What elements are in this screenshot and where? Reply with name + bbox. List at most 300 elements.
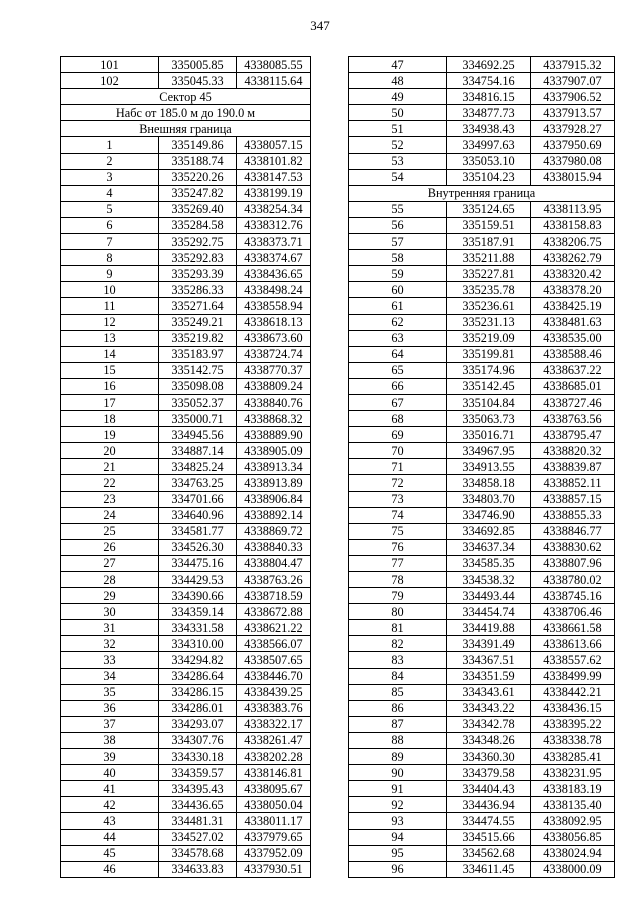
height-range-row [61,105,311,121]
y-coordinate: 4338685.01 [531,378,615,394]
table-row [349,813,615,829]
y-coordinate: 4338807.96 [531,555,615,571]
point-number: 2 [61,153,159,169]
table-row [61,475,311,491]
y-coordinate: 4338378.20 [531,282,615,298]
x-coordinate: 334419.88 [447,620,531,636]
y-coordinate: 4338092.95 [531,813,615,829]
point-number: 50 [349,105,447,121]
point-number: 10 [61,282,159,298]
y-coordinate: 4338481.63 [531,314,615,330]
table-row [349,73,615,89]
table-row [61,668,311,684]
table-row [61,185,311,201]
table-row [349,121,615,137]
table-row [349,700,615,716]
point-number: 6 [61,217,159,233]
table-row [349,797,615,813]
table-row [61,73,311,89]
x-coordinate: 334527.02 [159,829,237,845]
point-number: 83 [349,652,447,668]
y-coordinate: 4338868.32 [237,411,311,427]
point-number: 31 [61,620,159,636]
table-row [349,362,615,378]
y-coordinate: 4338839.87 [531,459,615,475]
point-number: 1 [61,137,159,153]
y-coordinate: 4338285.41 [531,749,615,765]
point-number: 48 [349,73,447,89]
point-number: 93 [349,813,447,829]
table-row [349,829,615,845]
point-number: 43 [61,813,159,829]
point-number: 28 [61,572,159,588]
y-coordinate: 4337950.69 [531,137,615,153]
y-coordinate: 4338913.34 [237,459,311,475]
y-coordinate: 4338852.11 [531,475,615,491]
y-coordinate: 4338000.09 [531,861,615,877]
y-coordinate: 4338770.37 [237,362,311,378]
table-row [349,716,615,732]
point-number: 61 [349,298,447,314]
point-number: 79 [349,588,447,604]
y-coordinate: 4338146.81 [237,765,311,781]
table-row [349,620,615,636]
y-coordinate: 4338374.67 [237,250,311,266]
point-number: 70 [349,443,447,459]
y-coordinate: 4338763.26 [237,572,311,588]
x-coordinate: 334825.24 [159,459,237,475]
table-row [61,523,311,539]
x-coordinate: 335236.61 [447,298,531,314]
point-number: 11 [61,298,159,314]
x-coordinate: 335235.78 [447,282,531,298]
x-coordinate: 334633.83 [159,861,237,877]
y-coordinate: 4338906.84 [237,491,311,507]
x-coordinate: 334611.45 [447,861,531,877]
y-coordinate: 4338442.21 [531,684,615,700]
y-coordinate: 4338809.24 [237,378,311,394]
x-coordinate: 334493.44 [447,588,531,604]
point-number: 60 [349,282,447,298]
y-coordinate: 4338830.62 [531,539,615,555]
table-row [61,572,311,588]
table-row [349,491,615,507]
x-coordinate: 335227.81 [447,266,531,282]
point-number: 41 [61,781,159,797]
point-number: 78 [349,572,447,588]
y-coordinate: 4338183.19 [531,781,615,797]
point-number: 65 [349,362,447,378]
y-coordinate: 4338913.89 [237,475,311,491]
y-coordinate: 4338846.77 [531,523,615,539]
x-coordinate: 335104.23 [447,169,531,185]
x-coordinate: 335293.39 [159,266,237,282]
x-coordinate: 335231.13 [447,314,531,330]
y-coordinate: 4338113.95 [531,201,615,217]
y-coordinate: 4338261.47 [237,732,311,748]
x-coordinate: 335142.75 [159,362,237,378]
x-coordinate: 334359.14 [159,604,237,620]
point-number: 36 [61,700,159,716]
point-number: 101 [61,57,159,73]
table-row [61,298,311,314]
x-coordinate: 335063.73 [447,411,531,427]
table-row [349,765,615,781]
x-coordinate: 334538.32 [447,572,531,588]
x-coordinate: 334763.25 [159,475,237,491]
x-coordinate: 335286.33 [159,282,237,298]
point-number: 49 [349,89,447,105]
x-coordinate: 334938.43 [447,121,531,137]
x-coordinate: 335053.10 [447,153,531,169]
point-number: 51 [349,121,447,137]
y-coordinate: 4338202.28 [237,749,311,765]
x-coordinate: 334515.66 [447,829,531,845]
y-coordinate: 4338498.24 [237,282,311,298]
point-number: 75 [349,523,447,539]
point-number: 47 [349,57,447,73]
x-coordinate: 334294.82 [159,652,237,668]
point-number: 7 [61,234,159,250]
point-number: 37 [61,716,159,732]
table-row [349,572,615,588]
y-coordinate: 4338011.17 [237,813,311,829]
y-coordinate: 4338613.66 [531,636,615,652]
table-row [349,234,615,250]
table-row [349,459,615,475]
y-coordinate: 4338745.16 [531,588,615,604]
y-coordinate: 4338425.19 [531,298,615,314]
table-row [61,378,311,394]
point-number: 90 [349,765,447,781]
y-coordinate: 4338206.75 [531,234,615,250]
x-coordinate: 334293.07 [159,716,237,732]
table-row [349,443,615,459]
point-number: 12 [61,314,159,330]
point-number: 92 [349,797,447,813]
point-number: 39 [61,749,159,765]
table-row [61,636,311,652]
x-coordinate: 334913.55 [447,459,531,475]
point-number: 16 [61,378,159,394]
table-row [61,153,311,169]
x-coordinate: 334474.55 [447,813,531,829]
x-coordinate: 334348.26 [447,732,531,748]
y-coordinate: 4338024.94 [531,845,615,861]
x-coordinate: 334887.14 [159,443,237,459]
x-coordinate: 335000.71 [159,411,237,427]
table-row [61,234,311,250]
coordinates-table-right [348,56,615,878]
sector-title: Сектор 45 [61,89,311,105]
x-coordinate: 335016.71 [447,427,531,443]
table-row [349,346,615,362]
point-number: 38 [61,732,159,748]
point-number: 56 [349,217,447,233]
y-coordinate: 4338015.94 [531,169,615,185]
point-number: 25 [61,523,159,539]
point-number: 88 [349,732,447,748]
table-row [61,201,311,217]
y-coordinate: 4338621.22 [237,620,311,636]
y-coordinate: 4337906.52 [531,89,615,105]
table-row [61,555,311,571]
x-coordinate: 335174.96 [447,362,531,378]
y-coordinate: 4338724.74 [237,346,311,362]
point-number: 89 [349,749,447,765]
table-row [349,314,615,330]
x-coordinate: 335124.65 [447,201,531,217]
point-number: 3 [61,169,159,185]
y-coordinate: 4338780.02 [531,572,615,588]
point-number: 18 [61,411,159,427]
point-number: 73 [349,491,447,507]
point-number: 14 [61,346,159,362]
y-coordinate: 4337913.57 [531,105,615,121]
table-row [61,217,311,233]
table-row [61,781,311,797]
x-coordinate: 334404.43 [447,781,531,797]
x-coordinate: 334390.66 [159,588,237,604]
x-coordinate: 335142.45 [447,378,531,394]
point-number: 86 [349,700,447,716]
point-number: 77 [349,555,447,571]
x-coordinate: 335219.09 [447,330,531,346]
point-number: 76 [349,539,447,555]
x-coordinate: 334429.53 [159,572,237,588]
table-row [61,700,311,716]
x-coordinate: 334581.77 [159,523,237,539]
table-row [349,749,615,765]
table-row [61,749,311,765]
x-coordinate: 334816.15 [447,89,531,105]
point-number: 64 [349,346,447,362]
y-coordinate: 4338056.85 [531,829,615,845]
y-coordinate: 4338840.33 [237,539,311,555]
table-row [349,781,615,797]
x-coordinate: 334754.16 [447,73,531,89]
x-coordinate: 335249.21 [159,314,237,330]
table-row [349,475,615,491]
y-coordinate: 4338436.15 [531,700,615,716]
table-row [61,443,311,459]
y-coordinate: 4338057.15 [237,137,311,153]
y-coordinate: 4338158.83 [531,217,615,233]
x-coordinate: 335292.75 [159,234,237,250]
x-coordinate: 335159.51 [447,217,531,233]
x-coordinate: 335271.64 [159,298,237,314]
y-coordinate: 4338383.76 [237,700,311,716]
y-coordinate: 4338436.65 [237,266,311,282]
point-number: 21 [61,459,159,475]
y-coordinate: 4337952.09 [237,845,311,861]
table-row [349,555,615,571]
y-coordinate: 4338763.56 [531,411,615,427]
x-coordinate: 334379.58 [447,765,531,781]
y-coordinate: 4338795.47 [531,427,615,443]
x-coordinate: 334967.95 [447,443,531,459]
table-row [349,652,615,668]
point-number: 66 [349,378,447,394]
y-coordinate: 4338446.70 [237,668,311,684]
table-row [61,314,311,330]
point-number: 34 [61,668,159,684]
x-coordinate: 335247.82 [159,185,237,201]
point-number: 57 [349,234,447,250]
x-coordinate: 334391.49 [447,636,531,652]
table-row [349,201,615,217]
x-coordinate: 334367.51 [447,652,531,668]
table-row [61,539,311,555]
y-coordinate: 4338085.55 [237,57,311,73]
y-coordinate: 4337980.08 [531,153,615,169]
table-row [349,732,615,748]
x-coordinate: 334877.73 [447,105,531,121]
x-coordinate: 335188.74 [159,153,237,169]
y-coordinate: 4338095.67 [237,781,311,797]
x-coordinate: 335211.88 [447,250,531,266]
x-coordinate: 334997.63 [447,137,531,153]
y-coordinate: 4338857.15 [531,491,615,507]
point-number: 72 [349,475,447,491]
table-row [61,765,311,781]
point-number: 55 [349,201,447,217]
point-number: 80 [349,604,447,620]
x-coordinate: 334351.59 [447,668,531,684]
point-number: 9 [61,266,159,282]
table-row [61,57,311,73]
y-coordinate: 4338262.79 [531,250,615,266]
x-coordinate: 334310.00 [159,636,237,652]
y-coordinate: 4338718.59 [237,588,311,604]
x-coordinate: 335098.08 [159,378,237,394]
point-number: 32 [61,636,159,652]
x-coordinate: 334701.66 [159,491,237,507]
x-coordinate: 334343.61 [447,684,531,700]
table-row [61,491,311,507]
table-row [61,716,311,732]
y-coordinate: 4337907.07 [531,73,615,89]
point-number: 58 [349,250,447,266]
point-number: 95 [349,845,447,861]
y-coordinate: 4338231.95 [531,765,615,781]
table-row [61,845,311,861]
y-coordinate: 4338050.04 [237,797,311,813]
table-row [349,137,615,153]
x-coordinate: 334395.43 [159,781,237,797]
x-coordinate: 335005.85 [159,57,237,73]
table-row [349,684,615,700]
y-coordinate: 4338892.14 [237,507,311,523]
point-number: 63 [349,330,447,346]
table-row [61,797,311,813]
table-row [349,169,615,185]
y-coordinate: 4338804.47 [237,555,311,571]
table-row [61,604,311,620]
y-coordinate: 4338557.62 [531,652,615,668]
height-range: Набс от 185.0 м до 190.0 м [61,105,311,121]
table-row [61,137,311,153]
y-coordinate: 4338338.78 [531,732,615,748]
y-coordinate: 4338507.65 [237,652,311,668]
point-number: 52 [349,137,447,153]
table-row [61,507,311,523]
point-number: 67 [349,394,447,410]
table-row [349,282,615,298]
x-coordinate: 334286.15 [159,684,237,700]
table-row [349,250,615,266]
y-coordinate: 4338395.22 [531,716,615,732]
table-row [349,57,615,73]
point-number: 68 [349,411,447,427]
x-coordinate: 334454.74 [447,604,531,620]
x-coordinate: 334562.68 [447,845,531,861]
x-coordinate: 334360.30 [447,749,531,765]
x-coordinate: 334945.56 [159,427,237,443]
x-coordinate: 335045.33 [159,73,237,89]
point-number: 29 [61,588,159,604]
table-row [61,394,311,410]
table-row [61,362,311,378]
y-coordinate: 4337915.32 [531,57,615,73]
table-row [349,89,615,105]
table-row [61,588,311,604]
table-row [61,620,311,636]
table-row [61,459,311,475]
x-coordinate: 334692.85 [447,523,531,539]
outer-boundary-heading: Внешняя граница [61,121,311,137]
table-row [61,411,311,427]
table-row [349,507,615,523]
y-coordinate: 4338312.76 [237,217,311,233]
point-number: 59 [349,266,447,282]
table-row [349,604,615,620]
table-row [349,153,615,169]
y-coordinate: 4337928.27 [531,121,615,137]
table-row [61,652,311,668]
point-number: 8 [61,250,159,266]
point-number: 19 [61,427,159,443]
table-row [349,539,615,555]
page-number: 347 [310,18,330,33]
table-row [61,250,311,266]
y-coordinate: 4338672.88 [237,604,311,620]
point-number: 5 [61,201,159,217]
x-coordinate: 334585.35 [447,555,531,571]
point-number: 69 [349,427,447,443]
x-coordinate: 334578.68 [159,845,237,861]
table-row [349,523,615,539]
y-coordinate: 4338673.60 [237,330,311,346]
point-number: 20 [61,443,159,459]
y-coordinate: 4338820.32 [531,443,615,459]
x-coordinate: 334343.22 [447,700,531,716]
x-coordinate: 334692.25 [447,57,531,73]
y-coordinate: 4338254.34 [237,201,311,217]
point-number: 62 [349,314,447,330]
x-coordinate: 335292.83 [159,250,237,266]
x-coordinate: 334481.31 [159,813,237,829]
y-coordinate: 4338558.94 [237,298,311,314]
x-coordinate: 335219.82 [159,330,237,346]
coordinates-table-left [60,56,311,878]
table-row [349,298,615,314]
table-row [349,378,615,394]
table-row [61,861,311,877]
table-row [349,105,615,121]
x-coordinate: 334342.78 [447,716,531,732]
x-coordinate: 334436.94 [447,797,531,813]
